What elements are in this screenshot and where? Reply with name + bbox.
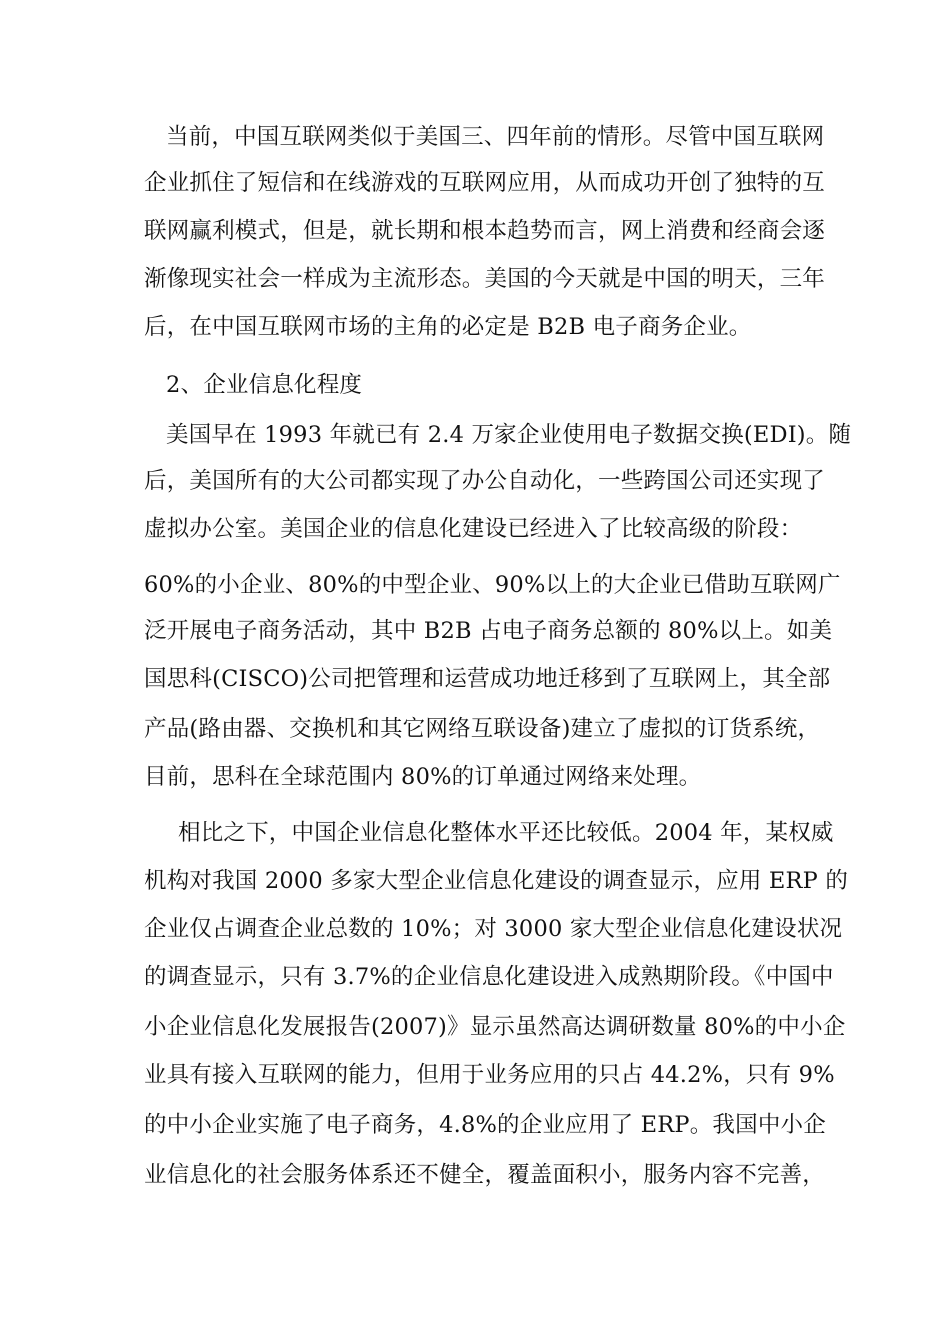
paragraph-2-line-7: 产品(路由器、交换机和其它网络互联设备)建立了虚拟的订货系统，: [144, 716, 821, 742]
paragraph-3-line-2: 机构对我国 2000 多家大型企业信息化建设的调查显示，应用 ERP 的: [144, 868, 849, 894]
paragraph-1-line-5: 后，在中国互联网市场的主角的必定是 B2B 电子商务企业。: [144, 314, 752, 340]
paragraph-3-line-6: 业具有接入互联网的能力，但用于业务应用的只占 44.2%，只有 9%: [144, 1062, 835, 1088]
paragraph-1-line-2: 企业抓住了短信和在线游戏的互联网应用，从而成功开创了独特的互: [144, 170, 826, 196]
paragraph-1-line-4: 渐像现实社会一样成为主流形态。美国的今天就是中国的明天，三年: [144, 266, 826, 292]
paragraph-2-line-8: 目前，思科在全球范围内 80%的订单通过网络来处理。: [144, 764, 702, 790]
paragraph-2-line-2: 后，美国所有的大公司都实现了办公自动化，一些跨国公司还实现了: [144, 468, 826, 494]
paragraph-3-line-3: 企业仅占调查企业总数的 10%；对 3000 家大型企业信息化建设状况: [144, 916, 843, 942]
paragraph-3-line-7: 的中小企业实施了电子商务，4.8%的企业应用了 ERP。我国中小企: [144, 1112, 826, 1138]
paragraph-3-line-8: 业信息化的社会服务体系还不健全，覆盖面积小，服务内容不完善，: [144, 1162, 826, 1188]
paragraph-1-line-1: 当前，中国互联网类似于美国三、四年前的情形。尽管中国互联网: [166, 124, 825, 150]
section-heading: 2、企业信息化程度: [166, 372, 363, 398]
paragraph-1-line-3: 联网赢利模式，但是，就长期和根本趋势而言，网上消费和经商会逐: [144, 218, 826, 244]
paragraph-3-line-4: 的调查显示，只有 3.7%的企业信息化建设进入成熟期阶段。《中国中: [144, 964, 834, 990]
paragraph-2-line-3: 虚拟办公室。美国企业的信息化建设已经进入了比较高级的阶段：: [144, 516, 803, 542]
paragraph-3-line-1: 相比之下，中国企业信息化整体水平还比较低。2004 年，某权威: [178, 820, 834, 846]
paragraph-2-line-4: 60%的小企业、80%的中型企业、90%以上的大企业已借助互联网广: [144, 572, 841, 598]
paragraph-2-line-1: 美国早在 1993 年就已有 2.4 万家企业使用电子数据交换(EDI)。随: [166, 422, 852, 448]
paragraph-2-line-5: 泛开展电子商务活动，其中 B2B 占电子商务总额的 80%以上。如美: [144, 618, 833, 644]
paragraph-2-line-6: 国思科(CISCO)公司把管理和运营成功地迁移到了互联网上，其全部: [144, 666, 831, 692]
paragraph-3-line-5: 小企业信息化发展报告(2007)》显示虽然高达调研数量 80%的中小企: [144, 1014, 846, 1040]
